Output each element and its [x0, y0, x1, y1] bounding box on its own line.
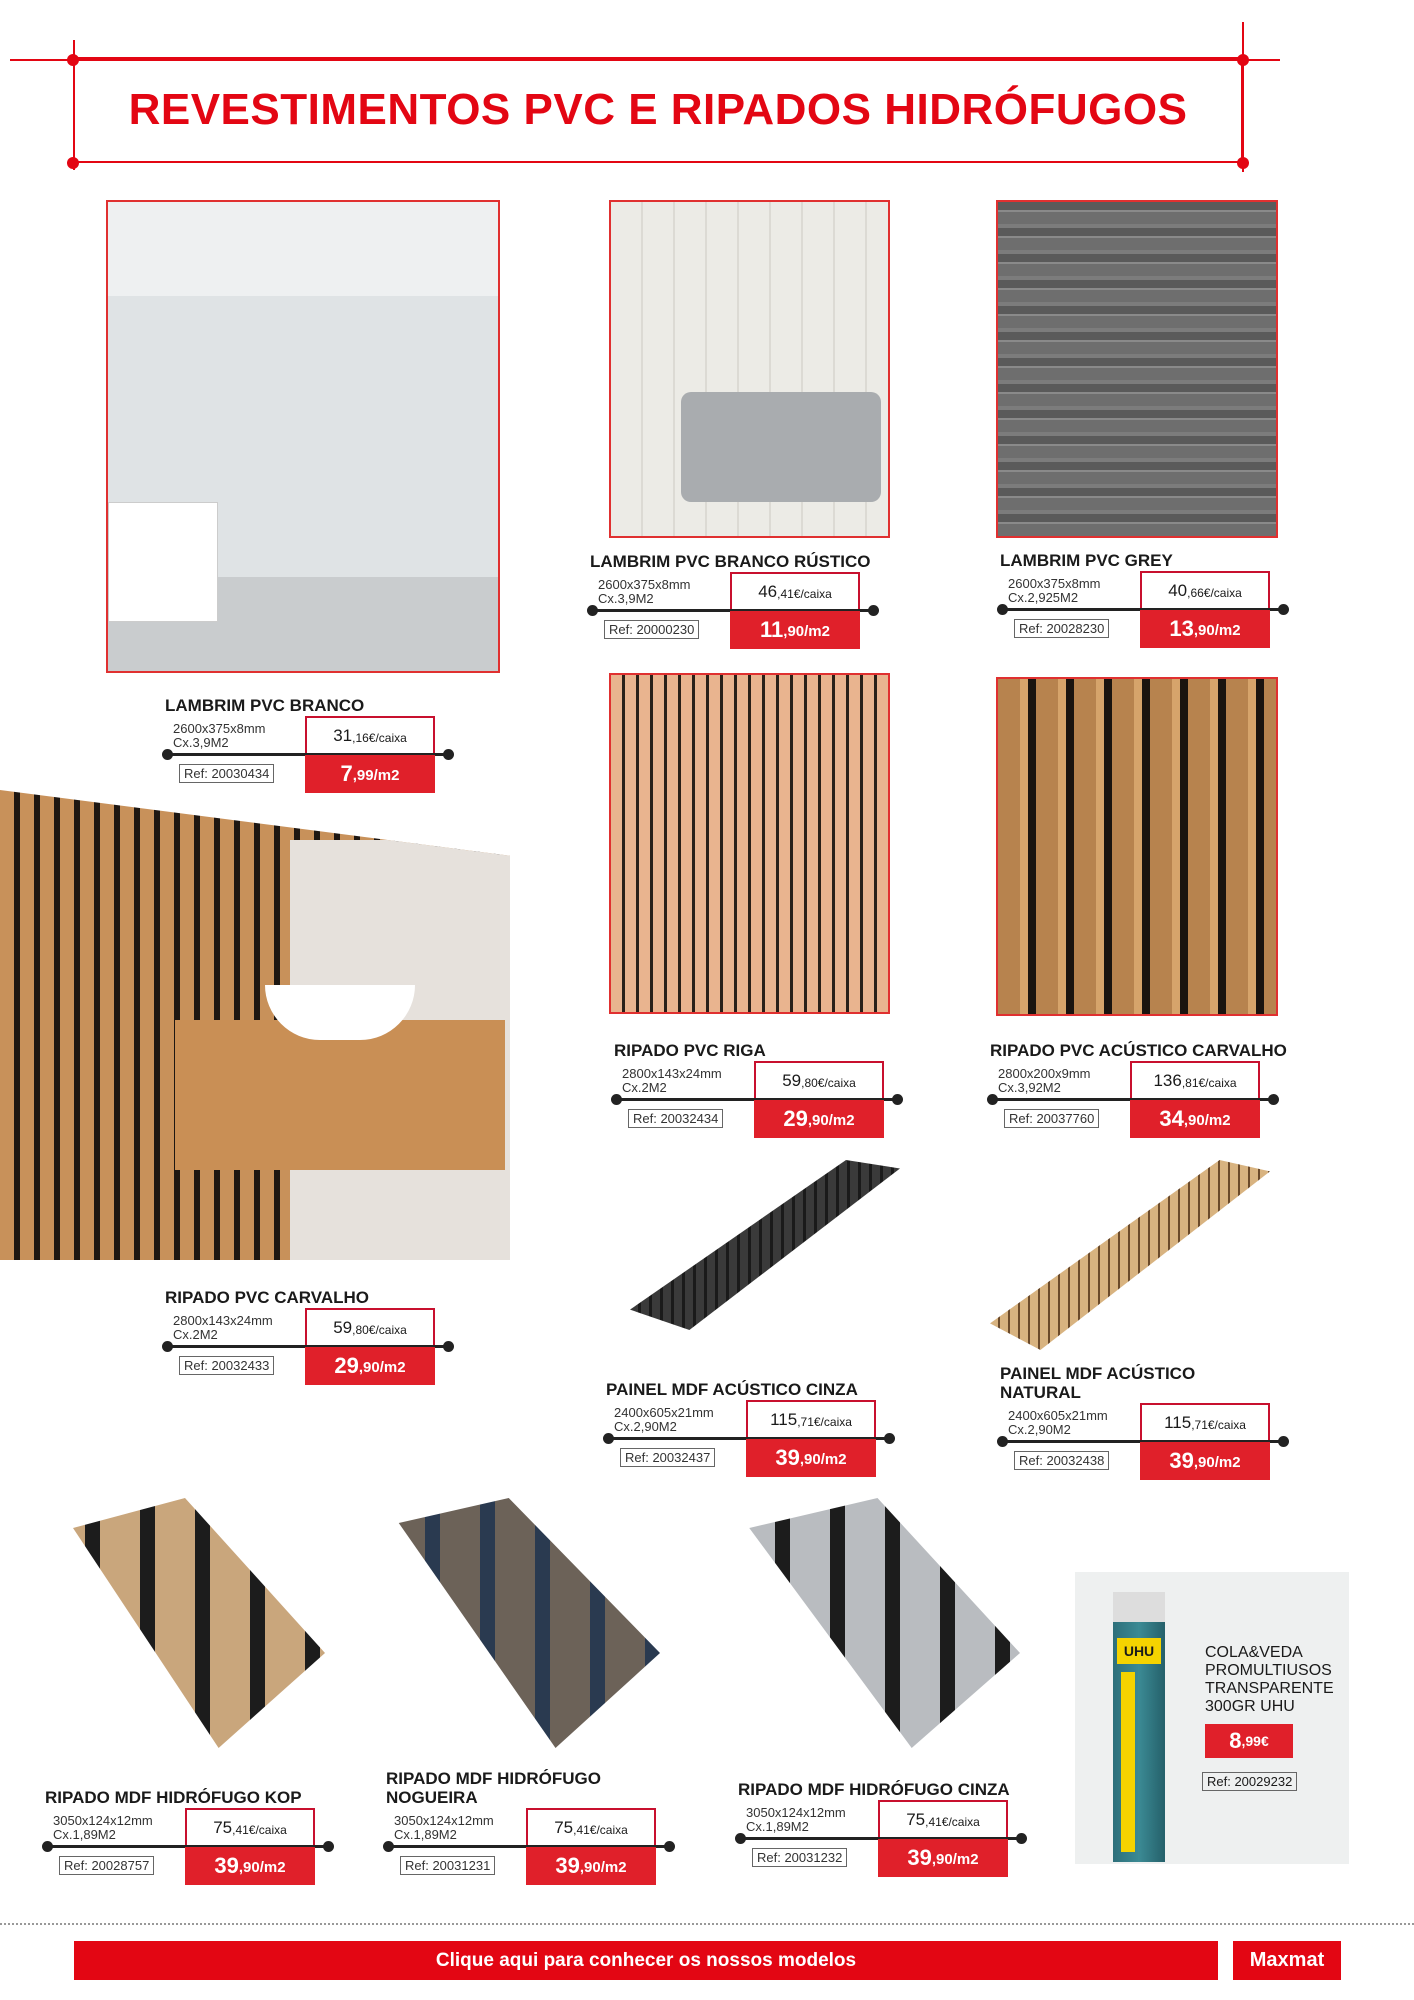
product-dimensions: [614, 1406, 714, 1434]
price-badge: [1205, 1724, 1293, 1758]
product-dimensions: [622, 1067, 722, 1095]
box-price-dec: ,16€/caixa: [352, 731, 407, 745]
uhu-tube-image: [1113, 1592, 1165, 1862]
price-int: 11: [760, 617, 784, 642]
box-area: Cx.1,89M2: [746, 1819, 809, 1834]
product-name: RIPADO MDF HIDRÓFUGO CINZA: [738, 1780, 1010, 1799]
price-per-m2: [878, 1839, 1008, 1877]
product-name: PAINEL MDF ACÚSTICO NATURAL: [1000, 1364, 1196, 1402]
product-ref: Ref: 20031232: [752, 1848, 847, 1867]
product-image-mdf-cinza[interactable]: [735, 1498, 1020, 1748]
box-area: Cx.1,89M2: [394, 1827, 457, 1842]
dims: 2400x605x21mm: [614, 1405, 714, 1420]
product-dimensions: [53, 1814, 153, 1842]
cabinet-image: [175, 1020, 505, 1170]
price-per-box: [878, 1800, 1008, 1838]
price-block: [165, 696, 455, 786]
price-block: [1000, 1364, 1290, 1473]
footer-divider: [0, 1923, 1414, 1925]
price-per-box: [305, 1308, 435, 1346]
product-dimensions: [173, 1314, 273, 1342]
product-ref: Ref: 20031231: [400, 1856, 495, 1875]
box-price-int: 115: [770, 1410, 798, 1429]
uhu-logo: UHU: [1117, 1638, 1161, 1664]
price-per-m2: [526, 1847, 656, 1885]
box-area: Cx.2M2: [173, 1327, 218, 1342]
price-int: 8: [1229, 1728, 1242, 1753]
product-ref: Ref: 20028230: [1014, 619, 1109, 638]
box-price-dec: ,41€/caixa: [777, 587, 832, 601]
uhu-product-card[interactable]: [1075, 1572, 1349, 1864]
price-per-box: [305, 716, 435, 754]
box-area: Cx.3,92M2: [998, 1080, 1061, 1095]
product-dimensions: [746, 1806, 846, 1834]
box-price-dec: ,81€/caixa: [1181, 1076, 1237, 1090]
price-block: [990, 1041, 1287, 1131]
dims: 2800x143x24mm: [173, 1313, 273, 1328]
product-image-lambrim-branco-rustico[interactable]: [609, 200, 890, 538]
price-per-box: [526, 1808, 656, 1846]
product-name: RIPADO MDF HIDRÓFUGO NOGUEIRA: [386, 1769, 602, 1807]
product-name: LAMBRIM PVC BRANCO: [165, 696, 365, 715]
price-int: 39: [907, 1845, 932, 1870]
vanity-image: [108, 502, 218, 622]
box-area: Cx.3,9M2: [598, 591, 654, 606]
product-name: PAINEL MDF ACÚSTICO CINZA: [606, 1380, 858, 1399]
price-per-m2: [730, 611, 860, 649]
maxmat-brand-button[interactable]: Maxmat: [1233, 1941, 1341, 1980]
price-block: [590, 552, 880, 642]
box-price-int: 136: [1153, 1071, 1182, 1090]
dims: 2800x200x9mm: [998, 1066, 1091, 1081]
price-dec: ,90/m2: [931, 1850, 979, 1868]
product-dimensions: [598, 578, 691, 606]
price-per-m2: [185, 1847, 315, 1885]
product-image-ripado-carvalho[interactable]: [0, 790, 510, 1260]
product-image-ripado-riga[interactable]: [609, 673, 890, 1014]
product-image-lambrim-branco[interactable]: [106, 200, 500, 673]
box-price-int: 40: [1168, 581, 1188, 600]
tube-cap: [1113, 1592, 1165, 1622]
price-block: [606, 1380, 896, 1470]
product-name: LAMBRIM PVC GREY: [1000, 551, 1173, 570]
product-image-lambrim-grey[interactable]: [996, 200, 1278, 538]
product-dimensions: [998, 1067, 1091, 1095]
price-dec: ,90/m2: [1193, 621, 1241, 639]
dims: 3050x124x12mm: [53, 1813, 153, 1828]
price-per-m2: [1130, 1100, 1260, 1138]
product-dimensions: [1008, 577, 1101, 605]
price-dec: ,90/m2: [579, 1858, 627, 1876]
price-int: 39: [555, 1853, 580, 1878]
product-name: RIPADO PVC ACÚSTICO CARVALHO: [990, 1041, 1287, 1060]
box-area: Cx.3,9M2: [173, 735, 229, 750]
box-area: Cx.2,90M2: [614, 1419, 677, 1434]
dims: 2600x375x8mm: [173, 721, 266, 736]
price-dec: ,90/m2: [807, 1111, 855, 1129]
price-block: [614, 1041, 904, 1131]
price-per-box: [754, 1061, 884, 1099]
product-ref: Ref: 20037760: [1004, 1109, 1099, 1128]
product-ref: Ref: 20029232: [1202, 1772, 1297, 1791]
price-per-m2: [754, 1100, 884, 1138]
box-price-dec: ,66€/caixa: [1187, 586, 1242, 600]
price-per-box: [1130, 1061, 1260, 1099]
box-price-dec: ,80€/caixa: [801, 1076, 856, 1090]
product-ref: Ref: 20032434: [628, 1109, 723, 1128]
product-ref: Ref: 20000230: [604, 620, 699, 639]
dims: 2800x143x24mm: [622, 1066, 722, 1081]
product-dimensions: [1008, 1409, 1108, 1437]
product-ref: Ref: 20032438: [1014, 1451, 1109, 1470]
box-price-dec: ,41€/caixa: [925, 1815, 980, 1829]
price-int: 13: [1169, 616, 1194, 641]
price-per-box: [1140, 1403, 1270, 1441]
dims: 3050x124x12mm: [746, 1805, 846, 1820]
product-ref: Ref: 20028757: [59, 1856, 154, 1875]
product-name: COLA&VEDA PROMULTIUSOS TRANSPARENTE 300GR UHU: [1205, 1644, 1334, 1715]
price-block: [1000, 551, 1290, 641]
box-area: Cx.2M2: [622, 1080, 667, 1095]
sofa-image: [681, 392, 881, 502]
price-block: [738, 1780, 1028, 1870]
price-dec: ,90/m2: [1193, 1453, 1241, 1471]
box-price-int: 59: [782, 1071, 802, 1090]
models-link-button[interactable]: Clique aqui para conhecer os nossos modelos: [74, 1941, 1218, 1980]
product-image-mdf-kop[interactable]: [45, 1498, 325, 1748]
price-block: [45, 1788, 335, 1878]
box-price-int: 115: [1164, 1413, 1192, 1432]
price-int: 39: [214, 1853, 239, 1878]
price-per-m2: [305, 1347, 435, 1385]
product-image-mdf-nogueira[interactable]: [385, 1498, 660, 1748]
product-name: RIPADO MDF HIDRÓFUGO KOP: [45, 1788, 302, 1807]
box-price-dec: ,71€/caixa: [797, 1415, 852, 1429]
product-ref: Ref: 20032437: [620, 1448, 715, 1467]
box-area: Cx.2,90M2: [1008, 1422, 1071, 1437]
product-name: RIPADO PVC RIGA: [614, 1041, 766, 1060]
box-area: Cx.1,89M2: [53, 1827, 116, 1842]
product-name: LAMBRIM PVC BRANCO RÚSTICO: [590, 552, 871, 571]
price-int: 29: [334, 1353, 359, 1378]
dims: 3050x124x12mm: [394, 1813, 494, 1828]
price-dec: ,90/m2: [799, 1450, 847, 1468]
box-price-dec: ,71€/caixa: [1191, 1418, 1246, 1432]
page-title: REVESTIMENTOS PVC E RIPADOS HIDRÓFUGOS: [73, 57, 1243, 163]
price-per-box: [746, 1400, 876, 1438]
box-price-dec: ,41€/caixa: [573, 1823, 628, 1837]
price-dec: ,99/m2: [352, 766, 400, 784]
tube-band: [1121, 1672, 1135, 1852]
dims: 2600x375x8mm: [1008, 576, 1101, 591]
product-dimensions: [173, 722, 266, 750]
box-price-int: 31: [333, 726, 353, 745]
price-int: 39: [1169, 1448, 1194, 1473]
box-price-int: 59: [333, 1318, 353, 1337]
price-per-m2: [746, 1439, 876, 1477]
box-price-int: 75: [213, 1818, 233, 1837]
price-dec: ,90/m2: [783, 622, 830, 640]
price-int: 39: [775, 1445, 800, 1470]
price-dec: ,90/m2: [1183, 1111, 1231, 1129]
box-price-int: 75: [554, 1818, 574, 1837]
price-per-m2: [305, 755, 435, 793]
product-image-painel-cinza[interactable]: [630, 1160, 900, 1330]
dims: 2400x605x21mm: [1008, 1408, 1108, 1423]
price-int: 7: [340, 761, 353, 786]
price-dec: ,90/m2: [358, 1358, 406, 1376]
price-per-box: [730, 572, 860, 610]
box-price-int: 46: [758, 582, 778, 601]
price-int: 34: [1159, 1106, 1184, 1131]
dims: 2600x375x8mm: [598, 577, 691, 592]
price-dec: ,90/m2: [238, 1858, 286, 1876]
product-ref: Ref: 20030434: [179, 764, 274, 783]
price-per-m2: [1140, 610, 1270, 648]
price-dec: ,99€: [1241, 1733, 1269, 1749]
box-price-dec: ,80€/caixa: [352, 1323, 407, 1337]
product-image-ripado-acustico-carvalho[interactable]: [996, 677, 1278, 1016]
price-int: 29: [783, 1106, 808, 1131]
product-ref: Ref: 20032433: [179, 1356, 274, 1375]
box-area: Cx.2,925M2: [1008, 590, 1079, 605]
price-per-box: [1140, 571, 1270, 609]
price-block: [165, 1288, 455, 1378]
product-dimensions: [394, 1814, 494, 1842]
price-block: [386, 1769, 676, 1878]
product-image-painel-natural[interactable]: [990, 1160, 1270, 1350]
box-price-dec: ,41€/caixa: [232, 1823, 287, 1837]
price-per-box: [185, 1808, 315, 1846]
box-price-int: 75: [906, 1810, 926, 1829]
product-name: RIPADO PVC CARVALHO: [165, 1288, 370, 1307]
price-per-m2: [1140, 1442, 1270, 1480]
